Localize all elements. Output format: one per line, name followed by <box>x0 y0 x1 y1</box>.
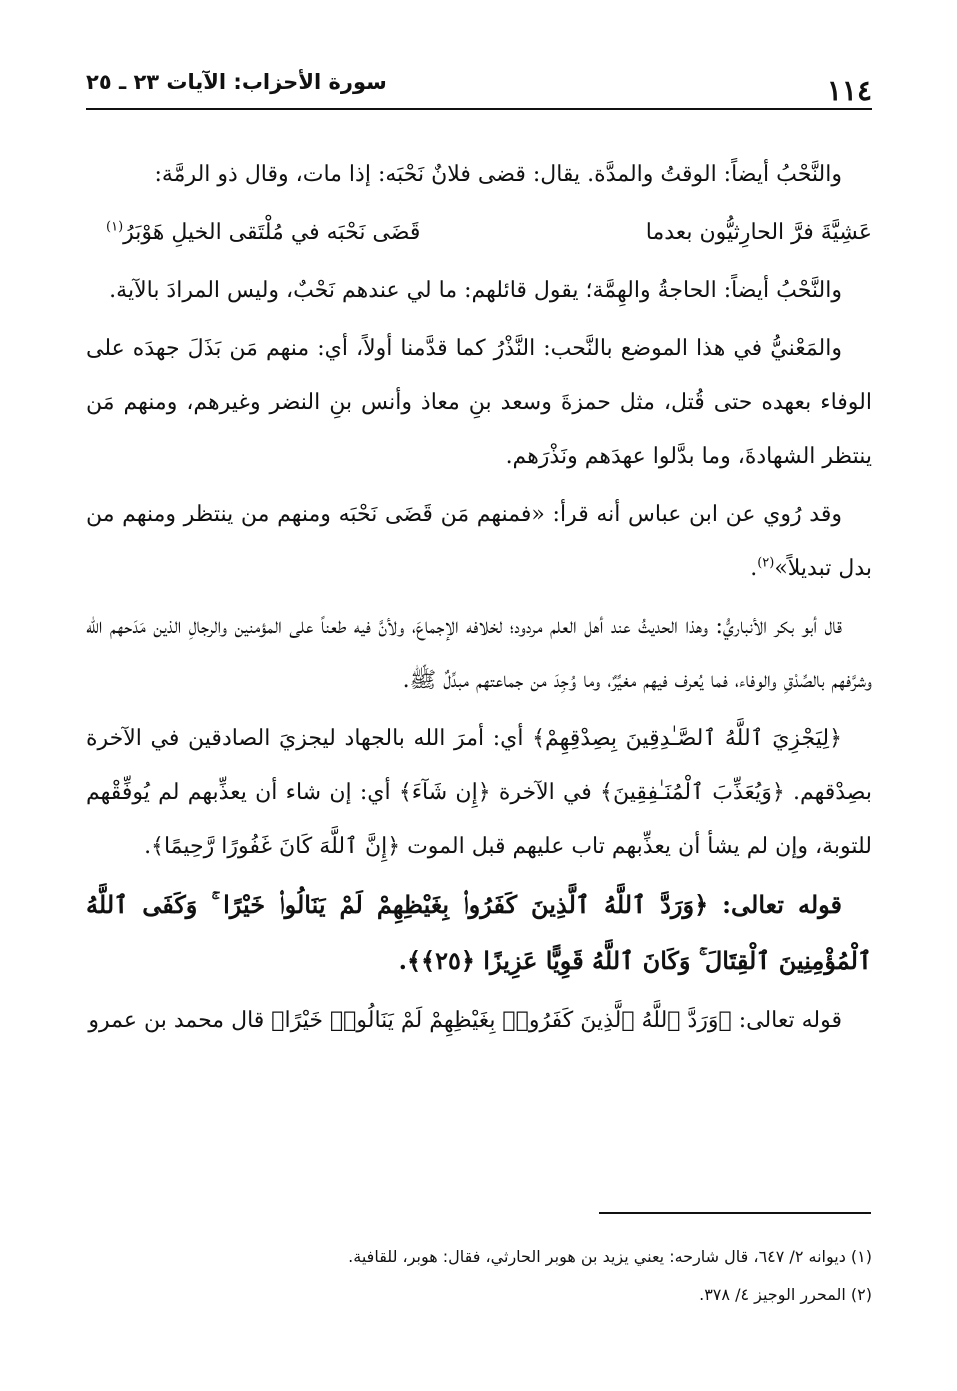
verse-quote-paragraph <box>86 878 872 990</box>
footnote-ref-2: (٢) <box>757 555 775 571</box>
footnote-ref-1: (١) <box>106 219 124 235</box>
verse-first-hemistich: عَشِيَّةَ فرَّ الحارِثيُّون بعدما <box>645 220 872 245</box>
page-header <box>86 60 872 110</box>
paragraph-8: قوله تعالى: ﴿وَرَدَّ ٱللَّهُ ٱلَّذِينَ كَفَرُوا۟ بِغَيْظِهِمْ لَمْ يَنَالُوا۟ خَيْرًا﴾ قال محمد بن عمرو <box>88 1008 842 1033</box>
paragraph-4 <box>86 488 872 596</box>
paragraph-4-text: وقد رُوي عن ابن عباس أنه قرأ: «فمنهم مَن قَضَى نَحْبَه ومنهم من ينتظر ومنهم من بدل تبديلاً» <box>86 502 872 581</box>
verse-second-hemistich-text: قَضَى نَحْبَه في مُلْتَقى الخيلِ هَوْبَرُ <box>123 220 421 245</box>
paragraph-3: والمَعْنيُّ في هذا الموضع بالنَّحب: النَّذْرُ كما قدَّمنا أولاً، أي: منهم مَن بَذَلَ جهدَه على الوفاء بعهده حتى قُتل، مثل حمزةَ وسعد بنِ معاذ وأنس بنِ النضر وغيرهم، ومنهم مَن ينتظر الشهادةَ، وما بدَّلوا عهدَهم ونَذْرَهم. <box>86 336 872 469</box>
header-rule <box>86 108 872 110</box>
footnote-1: (١) ديوانه ٢/ ٦٤٧، قال شارحه: يعني يزيد بن هوبر الحارثي، فقال: هوبر، للقافية. <box>348 1247 872 1266</box>
footnote-separator <box>599 1212 871 1214</box>
footnote-2: (٢) المحرر الوجيز ٤/ ٣٧٨. <box>699 1285 872 1304</box>
quran-verse-25: ﴿وَرَدَّ ٱللَّهُ ٱلَّذِينَ كَفَرُوا۟ بِغَيْظِهِمْ لَمْ يَنَالُوا۟ خَيْرًا ۚ وَكَفَى ٱللَّهُ ٱلْمُؤْمِنِينَ ٱلْقِتَالَ ۚ وَكَانَ ٱللَّهُ قَوِيًّا عَزِيزًا ﴿٢٥﴾﴾. <box>86 890 872 975</box>
paragraph-1: والنَّحْبُ أيضاً: الوقتُ والمدَّة. يقال: قضى فلانٌ نَحْبَه: إذا مات، وقال ذو الرمَّة: <box>154 162 842 187</box>
poetry-verse <box>86 206 872 260</box>
paragraph-4-end: . <box>750 556 758 581</box>
paragraph-6: ﴿لِيَجْزِيَ ٱللَّهُ ٱلصَّـٰدِقِينَ بِصِدْقِهِمْ﴾ أي: أمرَ الله بالجهاد ليجزيَ الصادقين في الآخرة بصِدْقهم. ﴿وَيُعَذِّبَ ٱلْمُنَـٰفِقِينَ﴾ في الآخرة ﴿إِن شَآءَ﴾ أي: إن شاء أن يعذِّبهم لم يُوفِّقْهم للتوبة، وإن لم يشأ أن يعذِّبهم تاب عليهم قبل الموت ﴿إِنَّ ٱللَّهَ كَانَ غَفُورًا رَّحِيمًا﴾. <box>86 726 872 859</box>
verse-heading: قوله تعالى: <box>722 890 842 919</box>
verse-second-hemistich <box>106 206 420 260</box>
page-number: ١١٤ <box>826 74 872 107</box>
footnotes <box>86 1238 872 1314</box>
paragraph-5: قال أبو بكر الأنباريُّ: وهذا الحديثُ عند أهل العلم مردود؛ لخلافه الإجماعَ، ولأنَّ فيه طعناً على المؤمنين والرجالِ الذين مَدَحهم الله وشرَّفهم بالصِّدْقِ والوفاء، فما يُعرف فيهم مغيِّرٌ، وما وُجِدَ من جماعتهم مبدِّلٌ ﷺ. <box>86 614 872 693</box>
running-title: سورة الأحزاب: الآيات ٢٣ ـ ٢٥ <box>86 70 387 94</box>
paragraph-2: والنَّحْبُ أيضاً: الحاجةُ والهِمَّة؛ يقول قائلهم: ما لي عندهم نَحْبٌ، وليس المرادَ بالآية. <box>109 278 842 303</box>
main-text <box>86 148 872 1052</box>
